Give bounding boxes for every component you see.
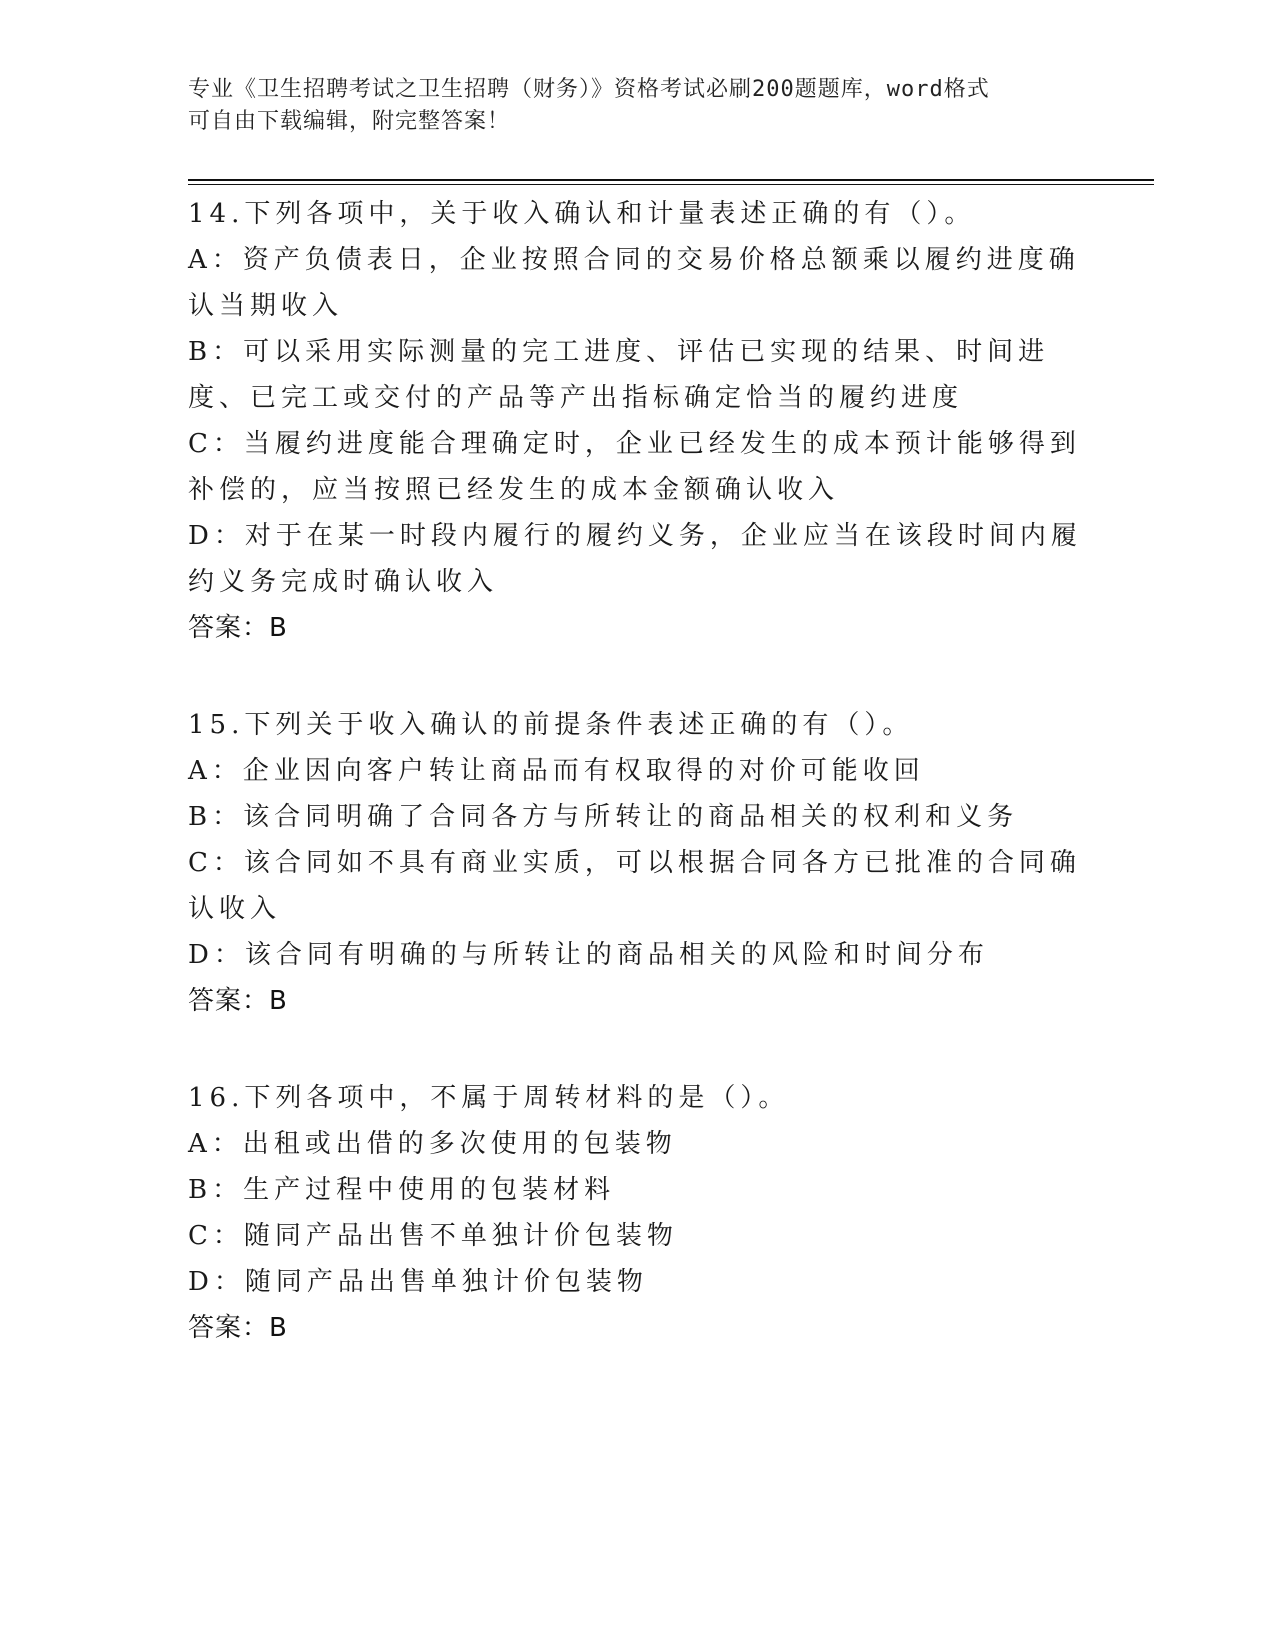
option-a: A：企业因向客户转让商品而有权取得的对价可能收回 [188, 756, 925, 786]
option-b: B：可以采用实际测量的完工进度、评估已实现的结果、时间进度、已完工或交付的产品等产出指标确定恰当的履约进度 [188, 337, 1050, 413]
option-b: B：生产过程中使用的包装材料 [188, 1175, 616, 1205]
option-a: A：资产负债表日，企业按照合同的交易价格总额乘以履约进度确认当期收入 [188, 245, 1080, 321]
question-stem: 16.下列各项中，不属于周转材料的是（）。 [188, 1083, 790, 1113]
document-header [188, 74, 1068, 138]
question-block-16 [188, 1075, 1088, 1351]
option-c: C：随同产品出售不单独计价包装物 [188, 1221, 678, 1251]
header-line-1: 专业《卫生招聘考试之卫生招聘（财务）》资格考试必刷200题题库，word格式 [188, 77, 990, 102]
question-block-14 [188, 191, 1088, 651]
header-divider-thin [188, 184, 1154, 185]
question-stem: 14.下列各项中，关于收入确认和计量表述正确的有（）。 [188, 199, 976, 229]
option-d: D：该合同有明确的与所转让的商品相关的风险和时间分布 [188, 940, 989, 970]
answer-line: 答案：B [188, 986, 288, 1016]
answer-line: 答案：B [188, 613, 288, 643]
option-c: C：该合同如不具有商业实质，可以根据合同各方已批准的合同确认收入 [188, 848, 1081, 924]
question-stem: 15.下列关于收入确认的前提条件表述正确的有（）。 [188, 710, 914, 740]
option-a: A：出租或出借的多次使用的包装物 [188, 1129, 677, 1159]
header-divider-thick [188, 179, 1154, 181]
option-b: B：该合同明确了合同各方与所转让的商品相关的权利和义务 [188, 802, 1019, 832]
option-d: D：对于在某一时段内履行的履约义务，企业应当在该段时间内履约义务完成时确认收入 [188, 521, 1082, 597]
option-d: D：随同产品出售单独计价包装物 [188, 1267, 648, 1297]
header-line-2: 可自由下载编辑，附完整答案！ [188, 109, 511, 134]
answer-line: 答案：B [188, 1313, 288, 1343]
question-list [188, 191, 1088, 1402]
option-c: C：当履约进度能合理确定时，企业已经发生的成本预计能够得到补偿的，应当按照已经发生的成本金额确认收入 [188, 429, 1081, 505]
question-block-15 [188, 702, 1088, 1024]
